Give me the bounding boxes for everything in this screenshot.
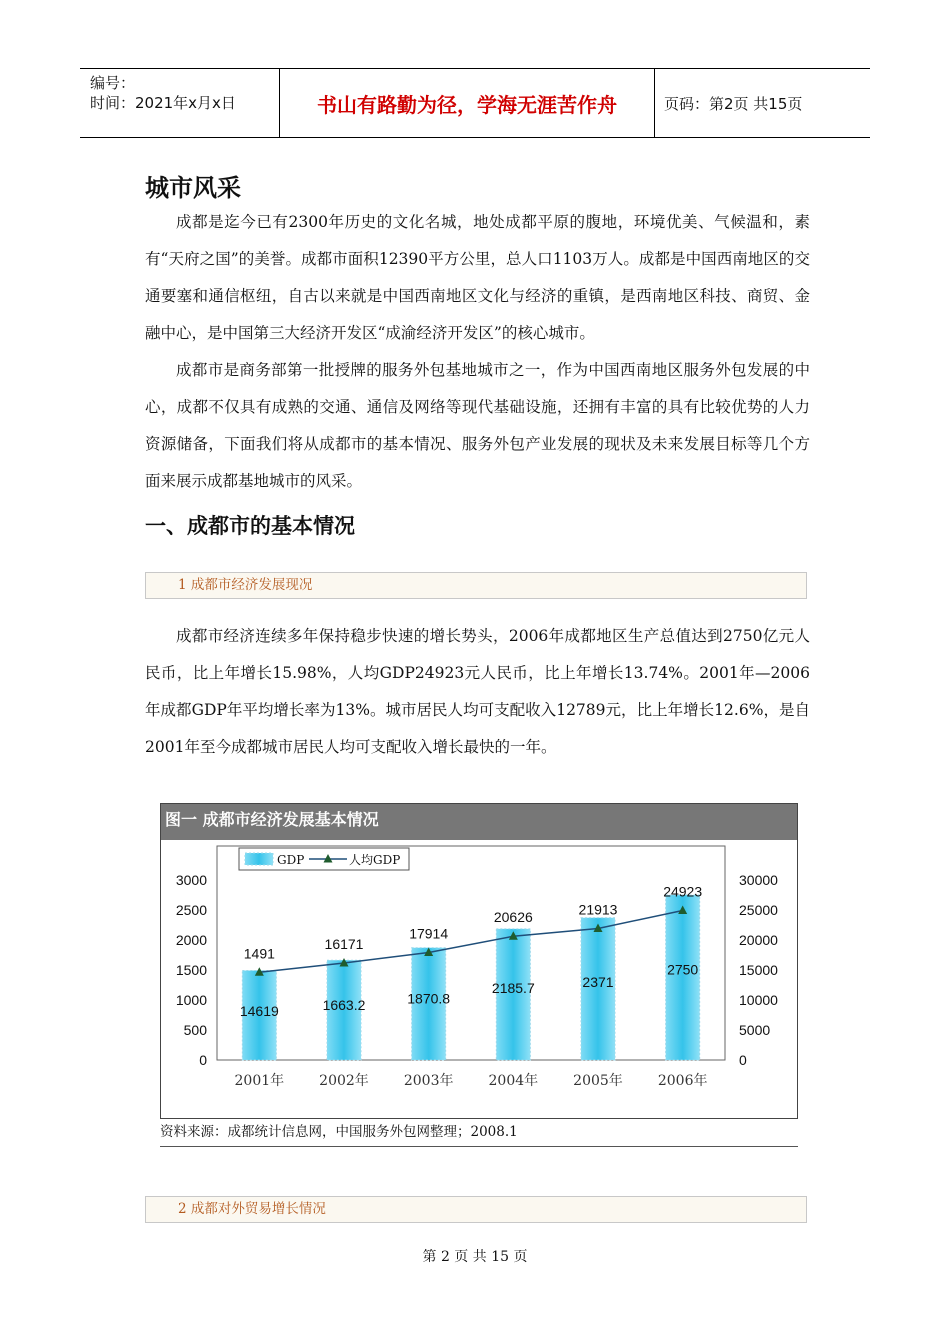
header-table xyxy=(80,68,870,138)
x-tick-label: 2003年 xyxy=(403,1073,454,1089)
bar-value-label: 1663.2 xyxy=(322,997,366,1014)
gdp-chart xyxy=(161,840,797,1118)
left-tick-label: 500 xyxy=(183,1022,207,1038)
legend-bar-swatch xyxy=(245,853,273,865)
subsection-bar-trade: 2 成都对外贸易增长情况 xyxy=(145,1196,807,1223)
left-tick-label: 0 xyxy=(199,1052,207,1068)
left-tick-label: 2000 xyxy=(175,932,207,948)
figure-source: 资料来源：成都统计信息网，中国服务外包网整理；2008.1 xyxy=(160,1124,518,1140)
bar-value-label: 1870.8 xyxy=(407,990,451,1007)
x-tick-label: 2004年 xyxy=(488,1073,539,1089)
left-tick-label: 2500 xyxy=(175,902,207,918)
line-value-label: 24923 xyxy=(663,883,703,900)
bar-value-label: 2185.7 xyxy=(491,979,535,996)
subsection-bar-economy: 1 成都市经济发展现况 xyxy=(145,572,807,599)
right-tick-label: 0 xyxy=(739,1052,747,1068)
paragraph-outsourcing: 成都市是商务部第一批授牌的服务外包基地城市之一，作为中国西南地区服务外包发展的中心，成都不仅具有成熟的交通、通信及网络等现代基础设施，还拥有丰富的具有比较优势的人力资源储备，下面我们将从成都市的基本情况、服务外包产业发展的现状及未来发展目标等几个方面来展示成都基地城市的风采。 xyxy=(145,361,810,490)
figure-chart xyxy=(160,803,798,1119)
legend-per-capita-label: 人均GDP xyxy=(349,853,401,867)
paragraph-intro: 成都是迄今已有2300年历史的文化名城，地处成都平原的腹地，环境优美、气候温和，素有“天府之国”的美誉。成都市面积12390平方公里，总人口1103万人。成都是中国西南地区的交通要塞和通信枢纽，自古以来就是中国西南地区文化与经济的重镇，是西南地区科技、商贸、金融中心，是中国第三大经济开发区“成渝经济开发区”的核心城市。 xyxy=(145,213,810,342)
plot-frame xyxy=(217,846,725,1060)
page-footer: 第 2 页 共 15 页 xyxy=(422,1249,528,1265)
header-motto: 书山有路勤为径，学海无涯苦作舟 xyxy=(280,69,655,137)
left-tick-label: 3000 xyxy=(175,872,207,888)
series-line xyxy=(259,910,682,972)
line-value-label: 1491 xyxy=(243,945,275,962)
x-tick-label: 2002年 xyxy=(319,1073,369,1089)
page-title: 城市风采 xyxy=(145,174,241,202)
bar-value-label: 2371 xyxy=(582,973,614,990)
header-info-cell xyxy=(80,69,280,137)
legend-gdp-label: GDP xyxy=(277,853,305,867)
x-tick-label: 2001年 xyxy=(234,1073,285,1089)
x-tick-label: 2006年 xyxy=(657,1073,708,1089)
bar xyxy=(666,895,700,1060)
time-label: 时间：2021年x月x日 xyxy=(90,94,236,112)
paragraph-economy: 成都市经济连续多年保持稳步快速的增长势头，2006年成都地区生产总值达到2750亿元人民币，比上年增长15.98%，人均GDP24923元人民币，比上年增长13.74%。2001年—2006年成都GDP年平均增长率为13%。城市居民人均可支配收入12789元，比上年增长12.6%，是自2001年至今成都城市居民人均可支配收入增长最快的一年。 xyxy=(145,627,810,756)
line-value-label: 21913 xyxy=(578,901,618,918)
right-tick-label: 25000 xyxy=(739,902,778,918)
section-heading: 一、成都市的基本情况 xyxy=(145,514,355,538)
figure-title: 图一 成都市经济发展基本情况 xyxy=(161,804,797,840)
right-tick-label: 5000 xyxy=(739,1022,771,1038)
number-label: 编号： xyxy=(90,74,136,92)
x-tick-label: 2005年 xyxy=(573,1073,623,1089)
source-divider xyxy=(160,1146,798,1147)
line-value-label: 20626 xyxy=(493,909,533,926)
line-value-label: 16171 xyxy=(324,935,364,952)
line-value-label: 17914 xyxy=(409,925,449,942)
header-page-info: 页码：第2页 共15页 xyxy=(664,94,803,113)
right-tick-label: 30000 xyxy=(739,872,778,888)
right-tick-label: 10000 xyxy=(739,992,778,1008)
left-tick-label: 1500 xyxy=(175,962,207,978)
left-tick-label: 1000 xyxy=(175,992,207,1008)
right-tick-label: 15000 xyxy=(739,962,778,978)
bar-value-label: 2750 xyxy=(667,961,699,978)
bar-value-label: 14619 xyxy=(239,1002,279,1019)
right-tick-label: 20000 xyxy=(739,932,778,948)
